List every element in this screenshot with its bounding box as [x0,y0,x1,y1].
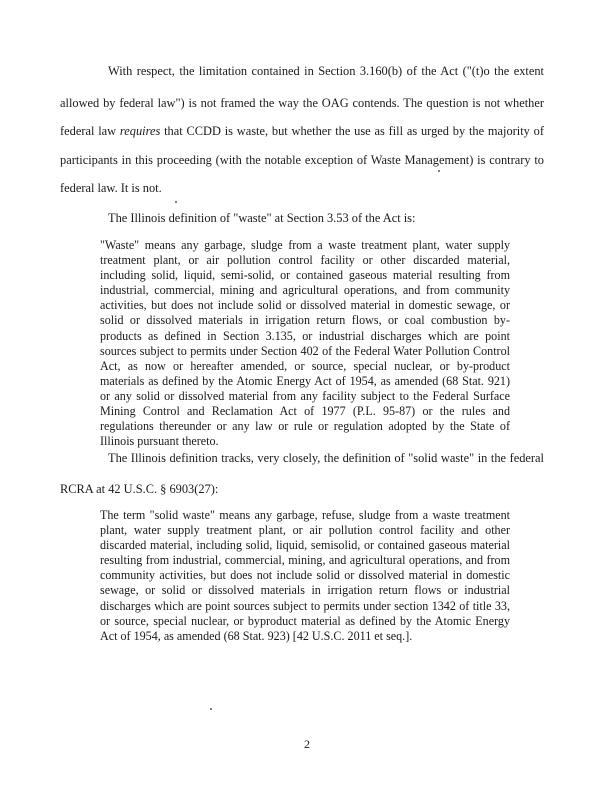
block-quote-rcra-solid-waste: The term "solid waste" means any garbage, refuse, sludge from a waste treatment plant, water supply treatment plant, or air pollution control facility and other discarded material, including solid, liquid, semisolid, or contained gaseous material resulting from industrial, commercial, mining, and agricultural operations, and from community activities, but does not include solid or dissolved material in domestic sewage, or solid or dissolved materials in irrigation return flows or industrial discharges which are point sources subject to permits under section 1342 of title 33, or source, special nuclear, or byproduct material as defined by the Atomic Energy Act of 1954, as amended (68 Stat. 923) [42 U.S.C. 2011 et seq.]. [100,508,510,643]
paragraph-1-line-2: allowed by federal law") is not framed the way the OAG contends. The question is not whether [60,96,544,110]
page-number: 2 [304,737,310,751]
paragraph-1-line-4: participants in this proceeding (with the notable exception of Waste Management) is contrary to [60,153,544,167]
intro-rcra-line-1: The Illinois definition tracks, very closely, the definition of "solid waste" in the federal [108,451,544,465]
intro-rcra-line-2: RCRA at 42 U.S.C. § 6903(27): [60,482,219,496]
scan-speck [438,170,440,172]
scan-speck [175,201,177,203]
scan-speck [210,708,212,710]
emphasis-requires: requires [119,124,161,138]
paragraph-1-line-3: federal law requires that CCDD is waste, but whether the use as fill as urged by the majority of [60,124,544,138]
paragraph-1-line-5: federal law. It is not. [60,181,162,195]
block-quote-illinois-waste: "Waste" means any garbage, sludge from a waste treatment plant, water supply treatment plant, or air pollution control facility or other discarded material, including solid, liquid, semi-solid, or contained gaseous material resulting from industrial, commercial, mining and agricultural operations, and from community activities, but does not include solid or dissolved material in domestic sewage, or solid or dissolved materials in irrigation return flows, or coal combustion by-products as defined in Section 3.135, or industrial discharges which are point sources subject to permits under Section 402 of the Federal Water Pollution Control Act, as now or hereafter amended, or source, special nuclear, or by-product materials as defined by the Atomic Energy Act of 1954, as amended (68 Stat. 921) or any solid or dissolved material from any facility subject to the Federal Surface Mining Control and Reclamation Act of 1977 (P.L. 95-87) or the rules and regulations thereunder or any law or rule or regulation adopted by the State of Illinois pursuant thereto. [100,238,510,449]
intro-waste-definition: The Illinois definition of "waste" at Section 3.53 of the Act is: [108,211,416,225]
paragraph-1-line-1: With respect, the limitation contained in Section 3.160(b) of the Act ("(t)o the extent [108,64,544,78]
